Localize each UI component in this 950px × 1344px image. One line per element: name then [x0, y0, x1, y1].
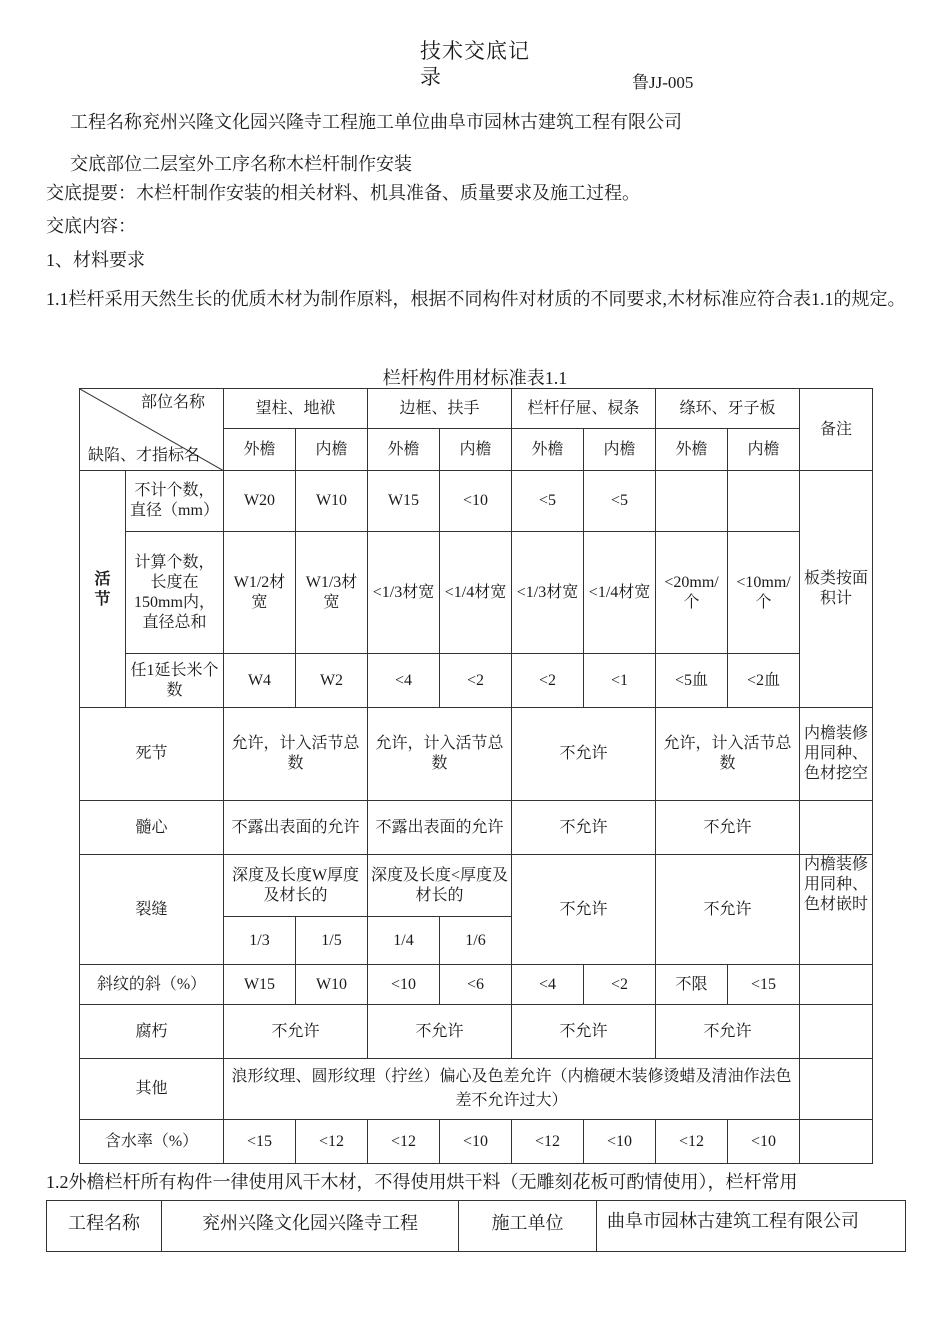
table-cell: <2	[440, 654, 512, 708]
remark-cell: 内檐装修用同种、色材挖空	[800, 708, 873, 801]
group-header: 望柱、地袱	[224, 389, 368, 429]
remark-cell	[800, 801, 873, 855]
table-cell: W1/3材宽	[296, 532, 368, 654]
sub-header: 外檐	[656, 429, 728, 471]
table-cell: <2血	[728, 654, 800, 708]
table-cell: 不露出表面的允许	[368, 801, 512, 855]
table-cell: <1/3材宽	[368, 532, 440, 654]
table-cell: 不允许	[512, 855, 656, 965]
remark-cell	[800, 1059, 873, 1120]
material-standard-table	[79, 388, 873, 1164]
sub-header: 外檐	[368, 429, 440, 471]
table-cell: <6	[440, 965, 512, 1005]
table-cell: 不限	[656, 965, 728, 1005]
table-cell: <5	[584, 471, 656, 532]
live-knot-remark: 板类按面积计	[800, 471, 873, 708]
row-label: 任1延长米个数	[126, 654, 224, 708]
table-cell: 允许，计入活节总数	[656, 708, 800, 801]
table-cell: <10	[440, 471, 512, 532]
doc-code: 鲁JJ-005	[632, 73, 694, 92]
table-cell: <2	[512, 654, 584, 708]
table-cell: <10	[728, 1120, 800, 1164]
table-cell: <12	[296, 1120, 368, 1164]
row-label: 其他	[80, 1059, 224, 1120]
table-cell: 不允许	[656, 1005, 800, 1059]
table-cell: W15	[224, 965, 296, 1005]
table-cell: 允许，计入活节总数	[368, 708, 512, 801]
table-cell: 不露出表面的允许	[224, 801, 368, 855]
table-cell: <4	[368, 654, 440, 708]
paragraph-1-2: 1.2外檐栏杆所有构件一律使用风干木材，不得使用烘干料（无雕刻花板可酌情使用），栏杆常用	[46, 1172, 798, 1192]
table-cell: 不允许	[224, 1005, 368, 1059]
table-cell: <1/4材宽	[440, 532, 512, 654]
table-cell: 不允许	[512, 801, 656, 855]
table-cell: 深度及长度W厚度及材长的	[224, 855, 368, 917]
remark-header: 备注	[800, 389, 873, 471]
sub-header: 外檐	[512, 429, 584, 471]
row-label: 死节	[80, 708, 224, 801]
paragraph-1-1: 1.1栏杆采用天然生长的优质木材为制作原料，根据不同构件对材质的不同要求,木材标准应符合表1.1的规定。	[46, 289, 906, 309]
remark-cell	[800, 1120, 873, 1164]
table-cell	[656, 471, 728, 532]
corner-header-cell	[80, 389, 224, 471]
sub-header: 内檐	[296, 429, 368, 471]
row-label: 不计个数，直径（mm）	[126, 471, 224, 532]
table-cell: <10	[440, 1120, 512, 1164]
table-cell: 浪形纹理、圆形纹理（拧丝）偏心及色差允许（内檐硬木装修烫蜡及清油作法色差不允许过大）	[224, 1059, 800, 1120]
footer-name-value: 兖州兴隆文化园兴隆寺工程	[162, 1201, 459, 1252]
remark-cell	[800, 1005, 873, 1059]
table-cell: <12	[656, 1120, 728, 1164]
table-cell: <4	[512, 965, 584, 1005]
table-cell: <5血	[656, 654, 728, 708]
table-cell: W4	[224, 654, 296, 708]
table-cell: 深度及长度<厚度及材长的	[368, 855, 512, 917]
content-label: 交底内容：	[46, 216, 136, 236]
table-cell: 1/5	[296, 917, 368, 965]
footer-unit-value: 曲阜市园林古建筑工程有限公司	[597, 1201, 906, 1252]
live-knot-label: 活节	[80, 471, 126, 708]
table-cell: 1/6	[440, 917, 512, 965]
group-header: 边框、扶手	[368, 389, 512, 429]
table-cell: W20	[224, 471, 296, 532]
footer-info-table	[46, 1200, 906, 1252]
doc-title: 技术交底记录	[420, 39, 530, 89]
table-caption: 栏杆构件用材标准表1.1	[382, 368, 568, 388]
table-cell: <1/4材宽	[584, 532, 656, 654]
row-label: 腐朽	[80, 1005, 224, 1059]
row-label: 计算个数，长度在150mm内，直径总和	[126, 532, 224, 654]
row-label: 髓心	[80, 801, 224, 855]
table-cell: <15	[728, 965, 800, 1005]
table-cell: W2	[296, 654, 368, 708]
table-cell	[728, 471, 800, 532]
table-cell: 不允许	[656, 855, 800, 965]
table-cell: W10	[296, 965, 368, 1005]
summary-line: 交底提要：木栏杆制作安装的相关材料、机具准备、质量要求及施工过程。	[46, 183, 640, 203]
table-cell: <1	[584, 654, 656, 708]
row-label: 裂缝	[80, 855, 224, 965]
table-cell: 不允许	[512, 1005, 656, 1059]
table-cell: <5	[512, 471, 584, 532]
project-line: 工程名称兖州兴隆文化园兴隆寺工程施工单位曲阜市园林古建筑工程有限公司	[70, 112, 682, 132]
table-cell: <10	[584, 1120, 656, 1164]
table-cell: 不允许	[368, 1005, 512, 1059]
table-cell: <12	[368, 1120, 440, 1164]
section-heading: 1、材料要求	[46, 250, 145, 270]
corner-top-label: 部位名称	[140, 394, 205, 411]
table-cell: 允许，计入活节总数	[224, 708, 368, 801]
footer-unit-label: 施工单位	[459, 1201, 597, 1252]
table-cell: <10mm/个	[728, 532, 800, 654]
sub-header: 外檐	[224, 429, 296, 471]
table-cell: 不允许	[656, 801, 800, 855]
table-cell: <10	[368, 965, 440, 1005]
table-cell: <15	[224, 1120, 296, 1164]
table-cell: <1/3材宽	[512, 532, 584, 654]
corner-bottom-label: 缺陷、才指标名	[88, 447, 201, 464]
table-cell: 不允许	[512, 708, 656, 801]
table-cell: 1/4	[368, 917, 440, 965]
row-label: 斜纹的斜（%）	[80, 965, 224, 1005]
sub-header: 内檐	[728, 429, 800, 471]
table-cell: W10	[296, 471, 368, 532]
group-header: 绦环、牙子板	[656, 389, 800, 429]
remark-cell: 内檐装修用同种、色材嵌时	[800, 855, 873, 965]
table-cell: W1/2材宽	[224, 532, 296, 654]
sub-header: 内檐	[584, 429, 656, 471]
row-label: 含水率（%）	[80, 1120, 224, 1164]
table-cell: W15	[368, 471, 440, 532]
sub-header: 内檐	[440, 429, 512, 471]
remark-cell	[800, 965, 873, 1005]
table-cell: <12	[512, 1120, 584, 1164]
footer-name-label: 工程名称	[47, 1201, 162, 1252]
table-cell: <2	[584, 965, 656, 1005]
table-cell: <20mm/个	[656, 532, 728, 654]
table-cell: 1/3	[224, 917, 296, 965]
part-line: 交底部位二层室外工序名称木栏杆制作安装	[70, 154, 412, 174]
group-header: 栏杆仔屉、棂条	[512, 389, 656, 429]
